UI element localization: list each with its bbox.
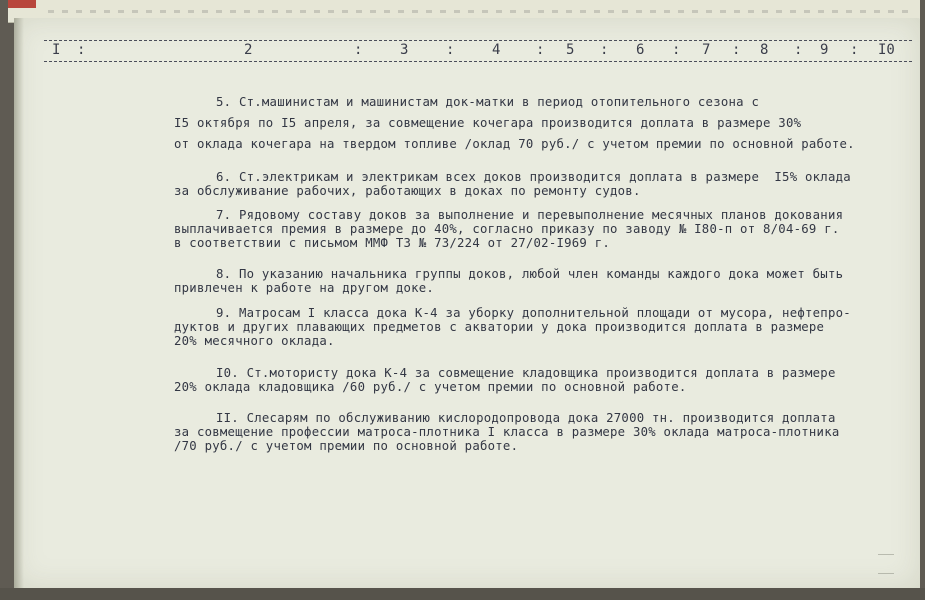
document-page <box>14 18 920 588</box>
paragraph-6-line: 6. Ст.электрикам и электрикам всех доков производится доплата в размере I5% оклада <box>216 170 851 184</box>
paragraph-11-line: /70 руб./ с учетом премии по основной работе. <box>174 439 519 453</box>
column-separator: : <box>850 42 859 58</box>
column-number: 9 <box>820 42 829 58</box>
paragraph-10-line: I0. Ст.мотористу дока К-4 за совмещение кладовщика производится доплата в размере <box>216 366 836 380</box>
column-number: 3 <box>400 42 409 58</box>
column-number: 2 <box>244 42 253 58</box>
document-body <box>14 18 920 588</box>
paragraph-9-line: 9. Матросам I класса дока К-4 за уборку дополнительной площади от мусора, нефтепро- <box>216 306 851 320</box>
column-separator: : <box>794 42 803 58</box>
column-number: 5 <box>566 42 575 58</box>
bleed-through-marks <box>48 10 908 13</box>
paragraph-6-line: за обслуживание рабочих, работающих в доках по ремонту судов. <box>174 184 641 198</box>
column-separator: : <box>732 42 741 58</box>
paragraph-7-line: 7. Рядовому составу доков за выполнение и перевыполнение месячных планов докования <box>216 208 844 222</box>
paragraph-7-line: выплачивается премия в размере до 40%, согласно приказу по заводу № I80-п от 8/04-69 г. <box>174 222 840 236</box>
column-separator: : <box>354 42 363 58</box>
column-number: 8 <box>760 42 769 58</box>
scanner-bottom-band <box>0 588 925 600</box>
page-corner-mark <box>878 554 894 574</box>
paragraph-9-line: 20% месячного оклада. <box>174 334 335 348</box>
column-separator: : <box>600 42 609 58</box>
column-number: I <box>52 42 61 58</box>
column-number: 6 <box>636 42 645 58</box>
column-number: 7 <box>702 42 711 58</box>
paragraph-7-line: в соответствии с письмом ММФ ТЗ № 73/224 от 27/02-I969 г. <box>174 236 611 250</box>
paragraph-8-line: привлечен к работе на другом доке. <box>174 281 435 295</box>
column-separator: : <box>672 42 681 58</box>
paragraph-10-line: 20% оклада кладовщика /60 руб./ с учетом премии по основной работе. <box>174 380 687 394</box>
paragraph-5-line: 5. Ст.машинистам и машинистам док-матки в период отопительного сезона с <box>216 95 760 109</box>
paragraph-5-line: I5 октября по I5 апреля, за совмещение кочегара производится доплата в размере 30% <box>174 116 802 130</box>
column-separator: : <box>446 42 455 58</box>
column-separator: : <box>536 42 545 58</box>
paragraph-11-line: за совмещение профессии матроса-плотника I класса в размере 30% оклада матроса-плотника <box>174 425 840 439</box>
paragraph-8-line: 8. По указанию начальника группы доков, любой член команды каждого дока может быть <box>216 267 844 281</box>
column-number: I0 <box>878 42 895 58</box>
paragraph-9-line: дуктов и других плавающих предметов с акватории у дока производится доплата в размере <box>174 320 825 334</box>
column-number: 4 <box>492 42 501 58</box>
column-separator: : <box>77 42 86 58</box>
paragraph-11-line: II. Слесарям по обслуживанию кислородопровода дока 27000 тн. производится доплата <box>216 411 836 425</box>
paragraph-5-line: от оклада кочегара на твердом топливе /оклад 70 руб./ с учетом премии по основной работе. <box>174 137 855 151</box>
red-binding-edge <box>8 0 36 8</box>
